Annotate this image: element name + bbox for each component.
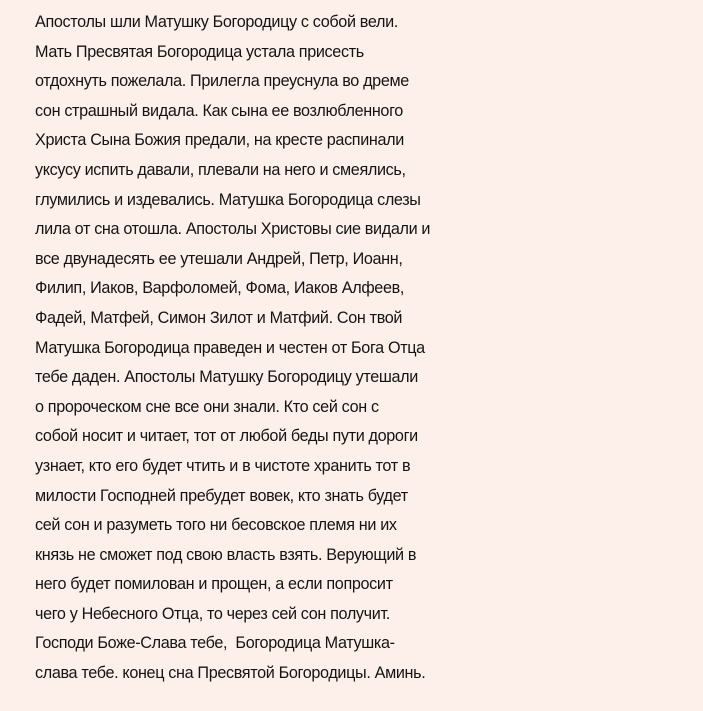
text-line: Апостолы шли Матушку Богородицу с собой вели. [35,13,398,31]
text-line: о пророческом сне все они знали. Кто сей сон с [35,397,379,416]
text-line: все двунадесять ее утешали Андрей, Петр, Иоанн, [35,249,403,268]
text-line: лила от сна отошла. Апостолы Христовы сие видали и [35,220,431,239]
text-line: отдохнуть пожелала. Прилегла преуснула во дреме [35,72,409,91]
text-line: глумились и издевались. Матушка Богородица слезы [35,190,421,209]
prayer-text [35,8,703,689]
text-line: Матушка Богородица праведен и честен от Бога Отца [35,338,425,357]
text-line: уксусу испить давали, плевали на него и смеялись, [35,160,406,179]
text-line: сон страшный видала. Как сына ее возлюбленного [35,101,403,120]
text-line: Фадей, Матфей, Симон Зилот и Матфий. Сон твой [35,308,403,327]
text-line: него будет помилован и прощен, а если попросит [35,575,393,594]
text-line: тебе даден. Апостолы Матушку Богородицу утешали [35,368,418,387]
text-line: Филип, Иаков, Варфоломей, Фома, Иаков Алфеев, [35,279,405,298]
text-line: Господи Боже-Слава тебе, Богородица Матушка- [35,634,395,653]
text-line: милости Господней пребудет вовек, кто знать будет [35,486,408,505]
text-line: сей сон и разуметь того ни бесовское племя ни их [35,516,397,535]
text-line: узнает, кто его будет чтить и в чистоте хранить тот в [35,456,411,475]
text-line: Христа Сына Божия предали, на кресте распинали [35,131,404,150]
text-line: слава тебе. конец сна Пресвятой Богородицы. Аминь. [35,664,426,683]
text-line: Мать Пресвятая Богородица устала присесть [35,42,364,61]
text-line: чего у Небесного Отца, то через сей сон получит. [35,604,390,623]
text-line: князь не сможет под свою власть взять. Верующий в [35,545,417,564]
text-line: собой носит и читает, тот от любой беды пути дороги [35,427,418,446]
